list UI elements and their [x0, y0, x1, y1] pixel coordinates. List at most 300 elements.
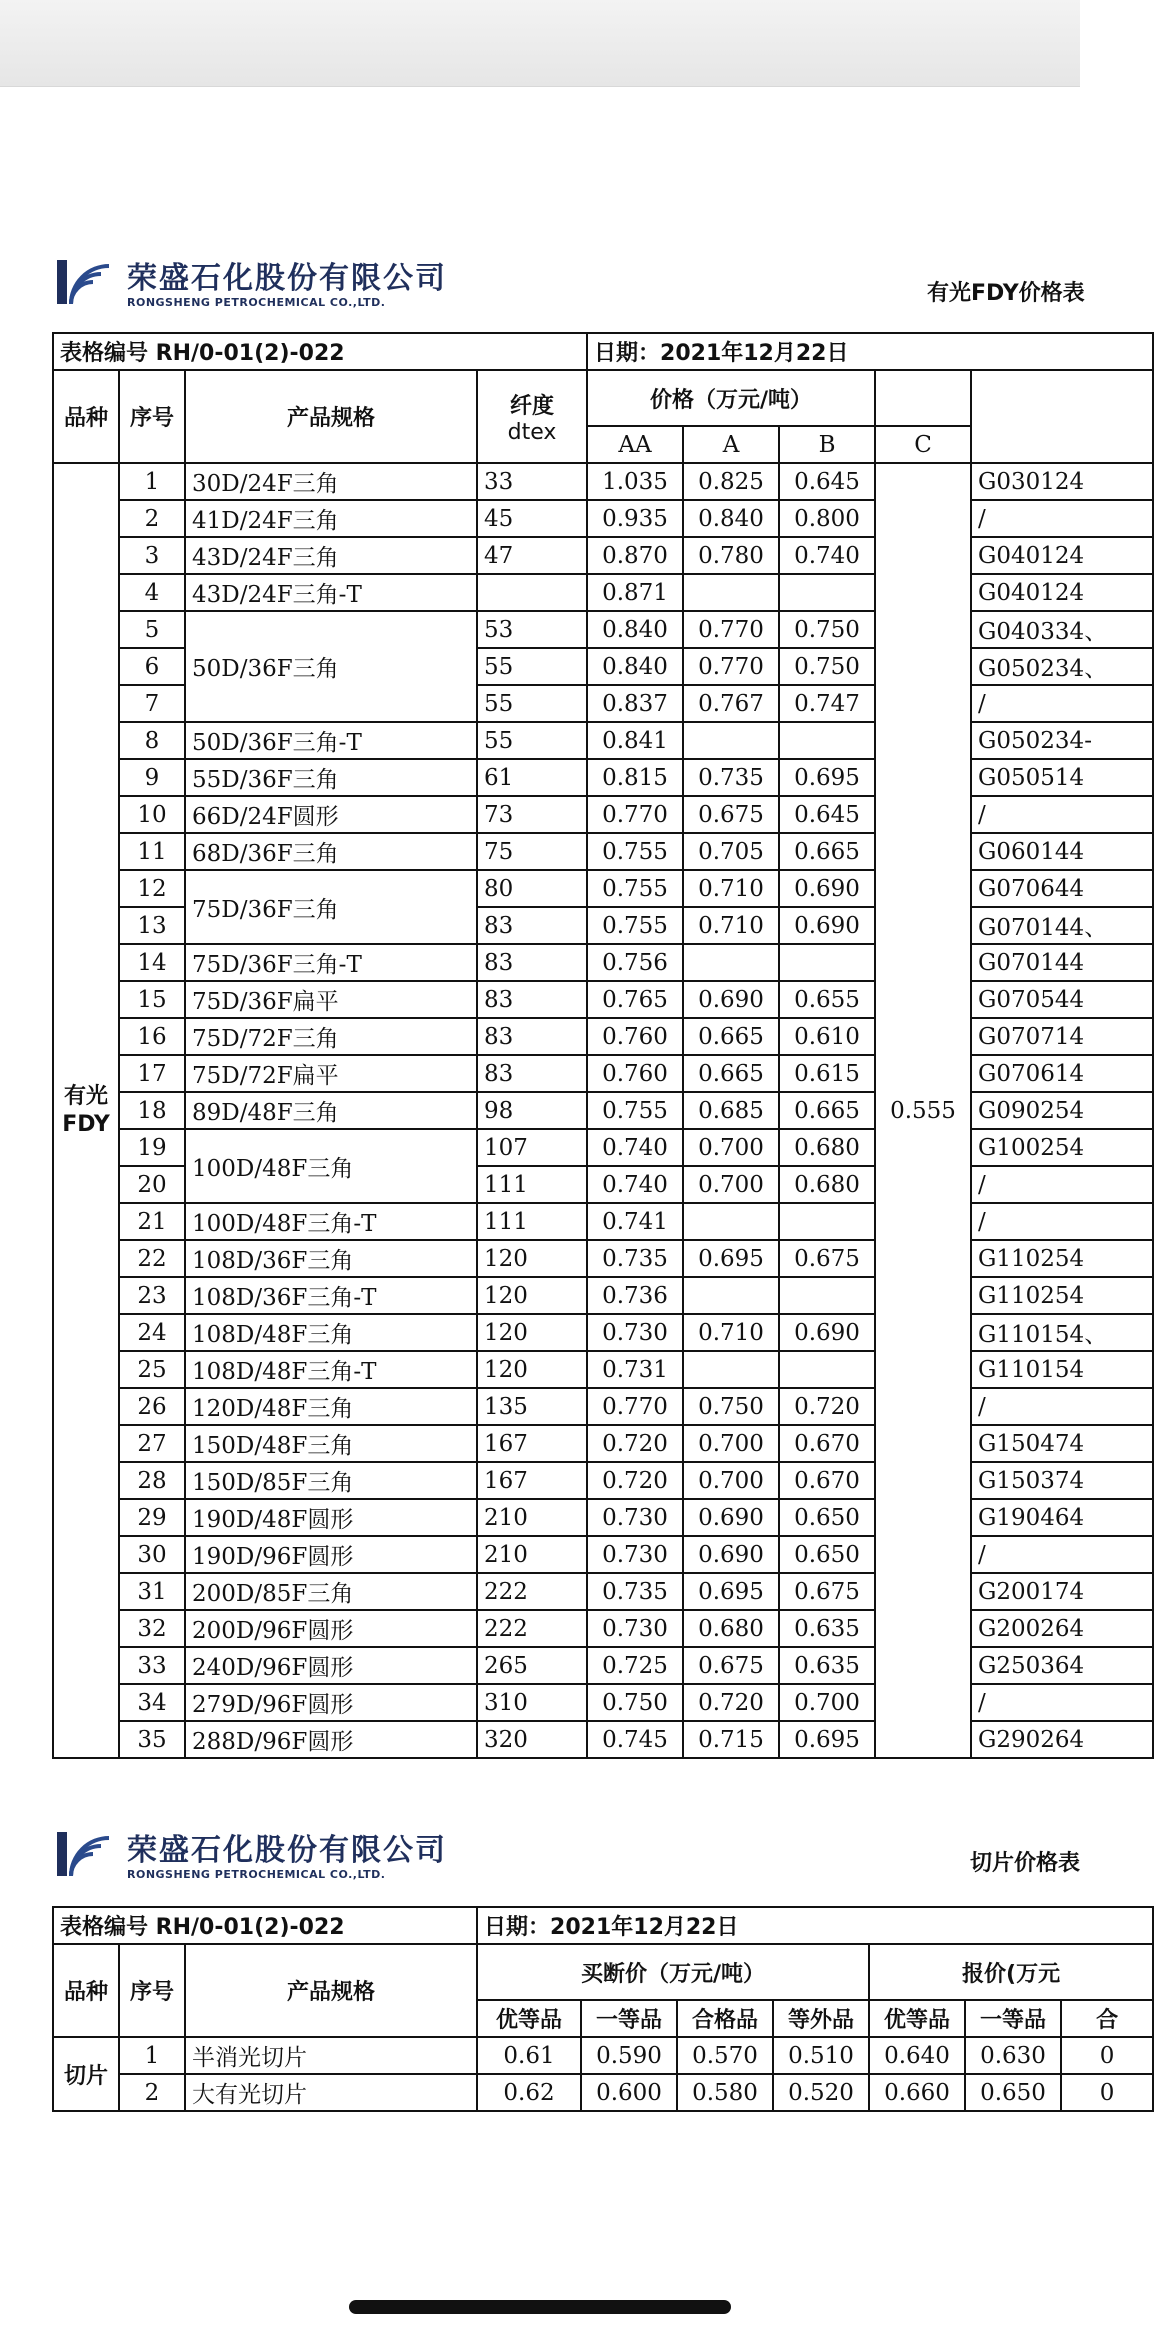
row-spec: 75D/36F三角 [185, 870, 477, 944]
row-price-a: 0.735 [683, 759, 779, 796]
row-seq: 34 [119, 1684, 185, 1721]
chip-row-q2: 0.630 [965, 2037, 1061, 2074]
row-price-b [779, 1277, 875, 1314]
row-seq: 22 [119, 1240, 185, 1277]
row-code: G070644 [971, 870, 1153, 907]
row-price-a: 0.675 [683, 796, 779, 833]
row-price-aa: 0.756 [587, 944, 683, 981]
row-seq: 13 [119, 907, 185, 944]
row-price-aa: 0.770 [587, 796, 683, 833]
table-row [53, 981, 1153, 1018]
row-seq: 19 [119, 1129, 185, 1166]
chip-row-p3: 0.580 [677, 2074, 773, 2111]
row-code: / [971, 500, 1153, 537]
row-spec: 41D/24F三角 [185, 500, 477, 537]
row-price-a: 0.770 [683, 648, 779, 685]
row-price-a: 0.700 [683, 1129, 779, 1166]
chip-row-p4: 0.510 [773, 2037, 869, 2074]
row-price-a: 0.710 [683, 1314, 779, 1351]
row-spec: 43D/24F三角-T [185, 574, 477, 611]
table-row [53, 1203, 1153, 1240]
row-price-aa: 0.760 [587, 1018, 683, 1055]
table-row [53, 2037, 1153, 2074]
table-row [53, 1277, 1153, 1314]
row-price-a: 0.665 [683, 1055, 779, 1092]
row-code: G050514 [971, 759, 1153, 796]
row-price-a: 0.710 [683, 907, 779, 944]
row-price-aa: 0.935 [587, 500, 683, 537]
row-spec: 100D/48F三角-T [185, 1203, 477, 1240]
row-dtex: 61 [477, 759, 587, 796]
row-dtex: 45 [477, 500, 587, 537]
rongsheng-logo-icon [55, 258, 117, 314]
row-seq: 20 [119, 1166, 185, 1203]
row-price-a: 0.695 [683, 1573, 779, 1610]
table-row [53, 1351, 1153, 1388]
row-seq: 7 [119, 685, 185, 722]
row-price-aa: 0.736 [587, 1277, 683, 1314]
row-price-aa: 0.840 [587, 648, 683, 685]
row-spec: 75D/36F三角-T [185, 944, 477, 981]
row-dtex: 83 [477, 907, 587, 944]
chip-row-q1: 0.660 [869, 2074, 965, 2111]
row-dtex: 210 [477, 1499, 587, 1536]
row-price-b: 0.670 [779, 1462, 875, 1499]
row-price-b: 0.720 [779, 1388, 875, 1425]
row-seq: 32 [119, 1610, 185, 1647]
row-price-a: 0.767 [683, 685, 779, 722]
row-spec: 190D/96F圆形 [185, 1536, 477, 1573]
row-dtex: 80 [477, 870, 587, 907]
row-price-b: 0.645 [779, 463, 875, 500]
header-spec: 产品规格 [185, 370, 477, 463]
header-fineness-unit: dtex [507, 419, 557, 445]
table-row [53, 1721, 1153, 1758]
row-code: G150474 [971, 1425, 1153, 1462]
chip-header-quote: 报价(万元 [869, 1944, 1153, 2000]
row-price-b: 0.800 [779, 500, 875, 537]
row-price-aa: 0.720 [587, 1425, 683, 1462]
row-price-b: 0.650 [779, 1536, 875, 1573]
row-dtex [477, 574, 587, 611]
row-code: G050234- [971, 722, 1153, 759]
row-seq: 18 [119, 1092, 185, 1129]
chip-header-buyout: 买断价（万元/吨） [477, 1944, 869, 2000]
row-code: G190464 [971, 1499, 1153, 1536]
header-price: 价格（万元/吨） [587, 370, 875, 426]
row-dtex: 120 [477, 1351, 587, 1388]
chip-row-seq: 1 [119, 2037, 185, 2074]
row-price-aa: 0.741 [587, 1203, 683, 1240]
table-row [53, 1018, 1153, 1055]
row-spec: 89D/48F三角 [185, 1092, 477, 1129]
company-name-en: RONGSHENG PETROCHEMICAL CO.,LTD. [127, 1868, 386, 1881]
row-price-b [779, 722, 875, 759]
row-dtex: 310 [477, 1684, 587, 1721]
row-code: G040334、 [971, 611, 1153, 648]
table-row [53, 611, 1153, 648]
row-code: / [971, 796, 1153, 833]
row-code: G070144、 [971, 907, 1153, 944]
row-price-b [779, 574, 875, 611]
row-seq: 21 [119, 1203, 185, 1240]
row-price-aa: 0.725 [587, 1647, 683, 1684]
row-price-aa: 0.745 [587, 1721, 683, 1758]
row-price-aa: 0.840 [587, 611, 683, 648]
row-seq: 30 [119, 1536, 185, 1573]
row-code: / [971, 1684, 1153, 1721]
row-price-a [683, 722, 779, 759]
row-dtex: 320 [477, 1721, 587, 1758]
row-spec: 150D/48F三角 [185, 1425, 477, 1462]
chip-form-number: 表格编号 RH/0-01(2)-022 [53, 1907, 477, 1944]
row-price-a: 0.705 [683, 833, 779, 870]
row-dtex: 167 [477, 1462, 587, 1499]
header-seq: 序号 [119, 370, 185, 463]
row-price-a: 0.690 [683, 981, 779, 1018]
table-row [53, 1129, 1153, 1166]
row-seq: 3 [119, 537, 185, 574]
row-price-aa: 0.750 [587, 1684, 683, 1721]
row-price-aa: 0.871 [587, 574, 683, 611]
row-dtex: 210 [477, 1536, 587, 1573]
company-name-en: RONGSHENG PETROCHEMICAL CO.,LTD. [127, 296, 386, 309]
row-price-b: 0.750 [779, 611, 875, 648]
row-spec: 75D/72F三角 [185, 1018, 477, 1055]
row-code: G150374 [971, 1462, 1153, 1499]
row-dtex: 107 [477, 1129, 587, 1166]
table-row [53, 1314, 1153, 1351]
row-price-a: 0.665 [683, 1018, 779, 1055]
table-row [53, 1055, 1153, 1092]
chip-row-p3: 0.570 [677, 2037, 773, 2074]
row-spec: 108D/48F三角-T [185, 1351, 477, 1388]
company-logo [55, 258, 447, 314]
row-dtex: 135 [477, 1388, 587, 1425]
table-row [53, 1092, 1153, 1129]
chip-row-q1: 0.640 [869, 2037, 965, 2074]
row-code: G060144 [971, 833, 1153, 870]
row-price-aa: 0.730 [587, 1610, 683, 1647]
row-seq: 29 [119, 1499, 185, 1536]
table-row [53, 1647, 1153, 1684]
table-row [53, 1425, 1153, 1462]
row-code: G110254 [971, 1240, 1153, 1277]
row-price-a: 0.710 [683, 870, 779, 907]
row-seq: 4 [119, 574, 185, 611]
row-seq: 9 [119, 759, 185, 796]
row-price-aa: 0.755 [587, 907, 683, 944]
rongsheng-logo-icon [55, 1830, 117, 1886]
header-price-c-top [875, 370, 971, 426]
header-grade-a: A [683, 426, 779, 463]
row-price-b: 0.690 [779, 907, 875, 944]
row-spec: 190D/48F圆形 [185, 1499, 477, 1536]
row-price-aa: 0.760 [587, 1055, 683, 1092]
row-code: G250364 [971, 1647, 1153, 1684]
row-price-b: 0.675 [779, 1240, 875, 1277]
row-price-aa: 0.730 [587, 1314, 683, 1351]
table-row [53, 2074, 1153, 2111]
row-price-a: 0.700 [683, 1425, 779, 1462]
row-code: G030124 [971, 463, 1153, 500]
table-row [53, 833, 1153, 870]
row-seq: 12 [119, 870, 185, 907]
table-row [53, 537, 1153, 574]
row-price-b: 0.665 [779, 1092, 875, 1129]
row-code: G110254 [971, 1277, 1153, 1314]
row-price-aa: 0.755 [587, 833, 683, 870]
row-spec: 108D/36F三角 [185, 1240, 477, 1277]
table-row [53, 1536, 1153, 1573]
row-price-a: 0.720 [683, 1684, 779, 1721]
row-price-aa: 0.740 [587, 1129, 683, 1166]
row-dtex: 47 [477, 537, 587, 574]
table-row [53, 1573, 1153, 1610]
row-seq: 25 [119, 1351, 185, 1388]
chip-price-table [52, 1906, 1154, 2112]
row-dtex: 98 [477, 1092, 587, 1129]
fdy-form-number: 表格编号 RH/0-01(2)-022 [53, 333, 587, 370]
row-dtex: 167 [477, 1425, 587, 1462]
row-dtex: 120 [477, 1277, 587, 1314]
row-dtex: 83 [477, 981, 587, 1018]
chip-row-q2: 0.650 [965, 2074, 1061, 2111]
row-price-a: 0.750 [683, 1388, 779, 1425]
row-spec: 100D/48F三角 [185, 1129, 477, 1203]
chip-row-p2: 0.600 [581, 2074, 677, 2111]
row-price-b: 0.655 [779, 981, 875, 1018]
chip-date: 日期：2021年12月22日 [477, 1907, 1153, 1944]
header-fineness-label: 纤度 [510, 393, 555, 419]
row-spec: 75D/36F扁平 [185, 981, 477, 1018]
row-dtex: 111 [477, 1166, 587, 1203]
row-price-a: 0.780 [683, 537, 779, 574]
chip-table-title: 切片价格表 [970, 1851, 1081, 1876]
row-dtex: 75 [477, 833, 587, 870]
row-price-b: 0.635 [779, 1610, 875, 1647]
company-name-cn: 荣盛石化股份有限公司 [127, 261, 447, 296]
row-price-b: 0.695 [779, 1721, 875, 1758]
row-dtex: 83 [477, 944, 587, 981]
row-spec: 108D/36F三角-T [185, 1277, 477, 1314]
row-price-b: 0.695 [779, 759, 875, 796]
row-spec: 200D/96F圆形 [185, 1610, 477, 1647]
browser-top-bar [0, 0, 1080, 87]
row-price-b: 0.740 [779, 537, 875, 574]
row-price-a: 0.675 [683, 1647, 779, 1684]
chip-row-q3: 0 [1061, 2037, 1153, 2074]
row-code: G070144 [971, 944, 1153, 981]
row-seq: 8 [119, 722, 185, 759]
row-dtex: 55 [477, 685, 587, 722]
chip-row-seq: 2 [119, 2074, 185, 2111]
row-price-aa: 0.837 [587, 685, 683, 722]
row-spec: 120D/48F三角 [185, 1388, 477, 1425]
row-price-a [683, 1351, 779, 1388]
row-price-a: 0.770 [683, 611, 779, 648]
row-seq: 15 [119, 981, 185, 1018]
header-grade-c: C [875, 426, 971, 463]
chip-row-spec: 半消光切片 [185, 2037, 477, 2074]
row-spec: 50D/36F三角 [185, 611, 477, 722]
row-dtex: 222 [477, 1610, 587, 1647]
row-code: / [971, 1166, 1153, 1203]
chip-grade-1: 优等品 [477, 2000, 581, 2037]
row-seq: 31 [119, 1573, 185, 1610]
row-spec: 279D/96F圆形 [185, 1684, 477, 1721]
row-price-aa: 0.765 [587, 981, 683, 1018]
row-price-aa: 0.740 [587, 1166, 683, 1203]
row-price-a: 0.715 [683, 1721, 779, 1758]
row-price-aa: 0.730 [587, 1499, 683, 1536]
table-row [53, 574, 1153, 611]
row-dtex: 53 [477, 611, 587, 648]
row-seq: 16 [119, 1018, 185, 1055]
row-price-a: 0.695 [683, 1240, 779, 1277]
table-row [53, 1462, 1153, 1499]
header-variety: 品种 [53, 370, 119, 463]
row-code: G070544 [971, 981, 1153, 1018]
home-indicator[interactable] [349, 2300, 731, 2314]
row-price-b: 0.690 [779, 1314, 875, 1351]
row-dtex: 111 [477, 1203, 587, 1240]
row-price-aa: 0.841 [587, 722, 683, 759]
table-row [53, 796, 1153, 833]
row-price-b: 0.690 [779, 870, 875, 907]
chip-variety-cell: 切片 [53, 2037, 119, 2111]
row-seq: 28 [119, 1462, 185, 1499]
table-row [53, 944, 1153, 981]
row-seq: 23 [119, 1277, 185, 1314]
row-spec: 66D/24F圆形 [185, 796, 477, 833]
row-code: G110154 [971, 1351, 1153, 1388]
fdy-table-title: 有光FDY价格表 [927, 281, 1085, 306]
row-price-b: 0.650 [779, 1499, 875, 1536]
row-seq: 24 [119, 1314, 185, 1351]
row-price-a: 0.690 [683, 1499, 779, 1536]
row-seq: 1 [119, 463, 185, 500]
row-price-a: 0.685 [683, 1092, 779, 1129]
chip-header-seq: 序号 [119, 1944, 185, 2037]
table-row [53, 1240, 1153, 1277]
table-row [53, 1684, 1153, 1721]
row-dtex: 83 [477, 1055, 587, 1092]
row-dtex: 55 [477, 722, 587, 759]
fdy-variety-cell: 有光FDY [53, 463, 119, 1758]
row-price-b: 0.670 [779, 1425, 875, 1462]
row-seq: 35 [119, 1721, 185, 1758]
table-row [53, 463, 1153, 500]
row-price-aa: 0.870 [587, 537, 683, 574]
row-price-a: 0.680 [683, 1610, 779, 1647]
row-code: / [971, 1203, 1153, 1240]
table-row [53, 870, 1153, 907]
table-row [53, 1388, 1153, 1425]
chip-grade-2: 一等品 [581, 2000, 677, 2037]
chip-quote-grade-3: 合 [1061, 2000, 1153, 2037]
row-price-b: 0.700 [779, 1684, 875, 1721]
row-spec: 55D/36F三角 [185, 759, 477, 796]
row-price-a: 0.825 [683, 463, 779, 500]
row-dtex: 83 [477, 1018, 587, 1055]
row-seq: 17 [119, 1055, 185, 1092]
row-price-a: 0.700 [683, 1166, 779, 1203]
row-code: G200264 [971, 1610, 1153, 1647]
row-spec: 43D/24F三角 [185, 537, 477, 574]
row-dtex: 73 [477, 796, 587, 833]
row-seq: 6 [119, 648, 185, 685]
row-price-b: 0.675 [779, 1573, 875, 1610]
row-price-b: 0.680 [779, 1166, 875, 1203]
row-seq: 33 [119, 1647, 185, 1684]
row-price-aa: 0.815 [587, 759, 683, 796]
chip-price-sheet [0, 1820, 1119, 2140]
row-spec: 288D/96F圆形 [185, 1721, 477, 1758]
row-price-aa: 0.770 [587, 1388, 683, 1425]
row-seq: 5 [119, 611, 185, 648]
row-spec: 50D/36F三角-T [185, 722, 477, 759]
table-row [53, 759, 1153, 796]
row-seq: 2 [119, 500, 185, 537]
header-fineness [477, 370, 587, 463]
row-price-aa: 0.720 [587, 1462, 683, 1499]
row-spec: 68D/36F三角 [185, 833, 477, 870]
row-code: G290264 [971, 1721, 1153, 1758]
row-code: G040124 [971, 537, 1153, 574]
row-spec: 200D/85F三角 [185, 1573, 477, 1610]
row-price-b: 0.747 [779, 685, 875, 722]
row-price-aa: 0.755 [587, 870, 683, 907]
row-seq: 14 [119, 944, 185, 981]
row-dtex: 265 [477, 1647, 587, 1684]
row-dtex: 33 [477, 463, 587, 500]
chip-header-spec: 产品规格 [185, 1944, 477, 2037]
row-spec: 240D/96F圆形 [185, 1647, 477, 1684]
fdy-price-table [52, 332, 1154, 1759]
row-price-b [779, 944, 875, 981]
chip-grade-3: 合格品 [677, 2000, 773, 2037]
row-code: G100254 [971, 1129, 1153, 1166]
row-price-aa: 0.731 [587, 1351, 683, 1388]
row-price-a: 0.700 [683, 1462, 779, 1499]
table-row [53, 500, 1153, 537]
fdy-date: 日期：2021年12月22日 [587, 333, 1153, 370]
row-price-b: 0.645 [779, 796, 875, 833]
row-seq: 26 [119, 1388, 185, 1425]
row-price-aa: 0.755 [587, 1092, 683, 1129]
row-code: G070714 [971, 1018, 1153, 1055]
row-dtex: 55 [477, 648, 587, 685]
row-dtex: 120 [477, 1240, 587, 1277]
row-code: / [971, 1536, 1153, 1573]
chip-grade-4: 等外品 [773, 2000, 869, 2037]
fdy-price-c-cell: 0.555 [875, 463, 971, 1758]
row-dtex: 120 [477, 1314, 587, 1351]
row-price-b [779, 1203, 875, 1240]
chip-header-variety: 品种 [53, 1944, 119, 2037]
row-price-aa: 0.735 [587, 1573, 683, 1610]
company-logo [55, 1830, 447, 1886]
row-code: / [971, 1388, 1153, 1425]
chip-row-spec: 大有光切片 [185, 2074, 477, 2111]
table-row [53, 1499, 1153, 1536]
row-seq: 10 [119, 796, 185, 833]
row-code: G110154、 [971, 1314, 1153, 1351]
header-grade-b: B [779, 426, 875, 463]
row-price-aa: 1.035 [587, 463, 683, 500]
table-row [53, 1610, 1153, 1647]
